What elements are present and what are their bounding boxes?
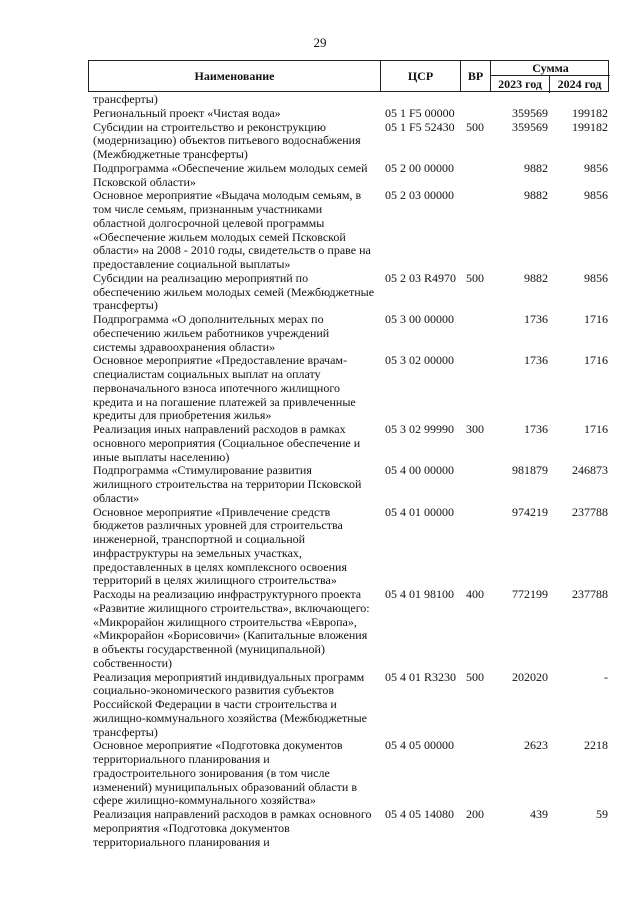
row-name-line: специалистам социальных выплат на оплату: [93, 367, 321, 381]
row-sum-2023: 1736: [524, 353, 548, 368]
page-number: 29: [313, 35, 327, 50]
row-sum-2024: 199182: [572, 105, 608, 120]
table-row: [93, 808, 609, 849]
table-body: [93, 93, 609, 849]
header-sum: [491, 61, 610, 91]
table-row: [93, 121, 609, 162]
header-csr: ЦСР: [381, 61, 461, 91]
row-name-line: (Межбюджетные трансферты): [93, 147, 248, 161]
row-name-line: кредита и на погашение платежей за привлеченные: [93, 394, 356, 409]
row-sum-2024: 2218: [584, 738, 608, 753]
row-name-line: обеспечению жильем молодых семей (Межбюджетные: [93, 284, 375, 299]
row-name-line: территорий в целях жилищного строительства»: [93, 573, 337, 588]
row-sum-2024: 9856: [584, 160, 608, 175]
row-name-line: Подпрограмма «Обеспечение жильем молодых семей: [93, 160, 368, 175]
table-header: [88, 60, 609, 92]
row-name-line: трансферты): [93, 92, 158, 106]
row-name-line: Основное мероприятие «Выдача молодым семьям, в: [93, 188, 362, 203]
row-name-line: трансферты): [93, 724, 158, 739]
table-row: [93, 739, 609, 808]
row-sum-2023: 9882: [524, 160, 548, 175]
row-name-line: системы здравоохранения области»: [93, 339, 276, 354]
row-name: [93, 423, 375, 464]
row-csr: 05 3 02 00000: [385, 353, 454, 368]
row-name: [93, 808, 375, 849]
row-name-line: областной долгосрочной целевой программы: [93, 215, 325, 230]
row-name-line: Основное мероприятие «Подготовка документов: [93, 738, 343, 753]
row-name-line: Субсидии на строительство и реконструкцию: [93, 119, 327, 134]
row-csr: 05 4 05 00000: [385, 738, 454, 753]
row-name-line: мероприятия «Подготовка документов: [93, 820, 290, 835]
table-row: [93, 272, 609, 313]
row-name-line: собственности): [93, 655, 173, 670]
row-csr: 05 2 00 00000: [385, 160, 454, 175]
row-name-line: области»: [93, 490, 140, 505]
row-csr: 05 3 02 99990: [385, 422, 454, 436]
row-name-line: Российской Федерации в части строительства и: [93, 697, 337, 711]
row-vr: 500: [466, 270, 484, 285]
row-name-line: жилищного строительства на территории Псковской: [93, 477, 362, 491]
row-name-line: территориального планирования и: [93, 834, 270, 849]
table-row: [93, 506, 609, 589]
row-name-line: обеспечению жильем работников учреждений: [93, 325, 330, 340]
row-name: [93, 313, 375, 354]
row-sum-2023: 981879: [512, 463, 548, 478]
row-name-line: жилищно-коммунального хозяйства (Межбюджетные: [93, 710, 367, 725]
row-sum-2024: 9856: [584, 188, 608, 203]
row-name: [93, 189, 375, 272]
row-name-line: области» на 2008 - 2010 годы, свидетельств о праве на: [93, 243, 371, 258]
row-name-line: иные выплаты населению): [93, 449, 230, 464]
row-vr: 300: [466, 422, 484, 436]
row-name: [93, 464, 375, 505]
row-name-line: Субсидии на реализацию мероприятий по: [93, 270, 309, 285]
row-name-line: Региональный проект «Чистая вода»: [93, 105, 281, 120]
row-name-line: бюджетов различных уровней для строительства: [93, 518, 343, 533]
row-csr: 05 3 00 00000: [385, 312, 454, 326]
row-name-line: Основное мероприятие «Привлечение средств: [93, 504, 331, 519]
row-name-line: сфере жилищно-коммунального хозяйства»: [93, 793, 316, 808]
row-sum-2024: -: [604, 669, 608, 684]
row-sum-2024: 1716: [584, 353, 608, 368]
header-name: Наименование: [89, 61, 381, 91]
row-vr: 400: [466, 587, 484, 601]
row-name-line: социально-экономического развития субъектов: [93, 683, 335, 698]
row-csr: 05 4 01 R3230: [385, 669, 457, 684]
row-name-line: Подпрограмма «О дополнительных мерах по: [93, 312, 324, 326]
row-vr: 200: [466, 807, 484, 821]
row-name-line: предоставление социальной выплаты»: [93, 257, 291, 271]
row-name: [93, 93, 375, 107]
row-sum-2024: 59: [596, 807, 608, 821]
row-name: [93, 588, 375, 671]
row-csr: 05 4 00 00000: [385, 463, 454, 478]
row-vr: 500: [466, 669, 484, 684]
row-csr: 05 2 03 00000: [385, 188, 454, 203]
row-csr: 05 4 01 00000: [385, 504, 454, 519]
row-name: [93, 107, 375, 121]
row-name-line: Псковской области»: [93, 174, 196, 189]
row-name-line: «Развитие жилищного строительства», включающего:: [93, 600, 370, 615]
row-sum-2023: 9882: [524, 270, 548, 285]
row-name-line: Подпрограмма «Стимулирование развития: [93, 463, 312, 478]
row-csr: 05 1 F5 00000: [385, 105, 455, 120]
row-name-line: Расходы на реализацию инфраструктурного проекта: [93, 587, 362, 601]
row-sum-2023: 9882: [524, 188, 548, 203]
row-name-line: инфраструктуры на земельных участках,: [93, 545, 302, 560]
row-vr: 500: [466, 119, 484, 134]
table-row: [93, 354, 609, 423]
row-sum-2023: 772199: [512, 587, 548, 601]
table-row: [93, 162, 609, 190]
table-row: [93, 107, 609, 121]
table-row: [93, 423, 609, 464]
row-sum-2024: 1716: [584, 422, 608, 436]
row-name-line: инженерной, транспортной и социальной: [93, 532, 306, 546]
table-row: [93, 189, 609, 272]
table-row: [93, 313, 609, 354]
row-sum-2023: 439: [530, 807, 548, 821]
row-name-line: в объекты государственной (муниципальной): [93, 642, 325, 656]
row-name-line: территориального планирования и: [93, 752, 270, 766]
row-sum-2023: 359569: [512, 119, 548, 134]
row-sum-2023: 2623: [524, 738, 548, 753]
row-name-line: «Микрорайон жилищного строительства «Европа»,: [93, 614, 357, 629]
table-row: [93, 464, 609, 505]
header-year-2023: 2023 год: [491, 76, 550, 93]
row-name-line: «Микрорайон «Борисовичи» (Капитальные вложения: [93, 628, 368, 643]
row-sum-2024: 9856: [584, 270, 608, 285]
row-csr: 05 2 03 R4970: [385, 270, 457, 285]
row-sum-2024: 237788: [572, 504, 608, 519]
row-name: [93, 506, 375, 589]
header-vr: ВР: [461, 61, 491, 91]
row-sum-2024: 199182: [572, 119, 608, 134]
row-name-line: Основное мероприятие «Предоставление врачам-: [93, 353, 347, 368]
row-name-line: первоначального взноса ипотечного жилищного: [93, 380, 340, 395]
row-csr: 05 1 F5 52430: [385, 119, 455, 134]
table-row: [93, 93, 609, 107]
header-years: [491, 76, 610, 93]
row-sum-2023: 1736: [524, 312, 548, 326]
row-name-line: предоставленных в целях комплексного освоения: [93, 559, 347, 574]
row-name-line: Реализация иных направлений расходов в рамках: [93, 422, 346, 436]
row-name: [93, 272, 375, 313]
row-name-line: Реализация мероприятий индивидуальных программ: [93, 669, 365, 684]
row-name: [93, 121, 375, 162]
row-sum-2023: 359569: [512, 105, 548, 120]
row-name-line: том числе семьям, признанным участниками: [93, 202, 323, 216]
row-name: [93, 739, 375, 808]
header-sum-title: Сумма: [491, 61, 610, 76]
row-name-line: Реализация направлений расходов в рамках основного: [93, 807, 372, 821]
row-csr: 05 4 05 14080: [385, 807, 454, 821]
row-name-line: «Обеспечение жильем молодых семей Псковской: [93, 229, 346, 244]
row-name-line: градостроительного зонирования (в том числе: [93, 765, 330, 780]
row-name: [93, 354, 375, 423]
row-name-line: трансферты): [93, 298, 158, 313]
table-row: [93, 671, 609, 740]
row-sum-2023: 974219: [512, 504, 548, 519]
row-name: [93, 162, 375, 190]
row-name-line: кредиты для приобретения жилья»: [93, 408, 272, 423]
row-sum-2024: 246873: [572, 463, 608, 478]
row-sum-2024: 237788: [572, 587, 608, 601]
header-year-2024: 2024 год: [557, 77, 602, 91]
row-name-line: (модернизацию) объектов питьевого водоснабжения: [93, 133, 361, 148]
row-name-line: основного мероприятия (Социальное обеспечение и: [93, 435, 361, 450]
row-name: [93, 671, 375, 740]
row-sum-2023: 202020: [512, 669, 548, 684]
row-name-line: изменений) муниципальных образований области в: [93, 779, 357, 794]
row-sum-2023: 1736: [524, 422, 548, 436]
row-csr: 05 4 01 98100: [385, 587, 454, 601]
row-sum-2024: 1716: [584, 312, 608, 326]
table-row: [93, 588, 609, 671]
